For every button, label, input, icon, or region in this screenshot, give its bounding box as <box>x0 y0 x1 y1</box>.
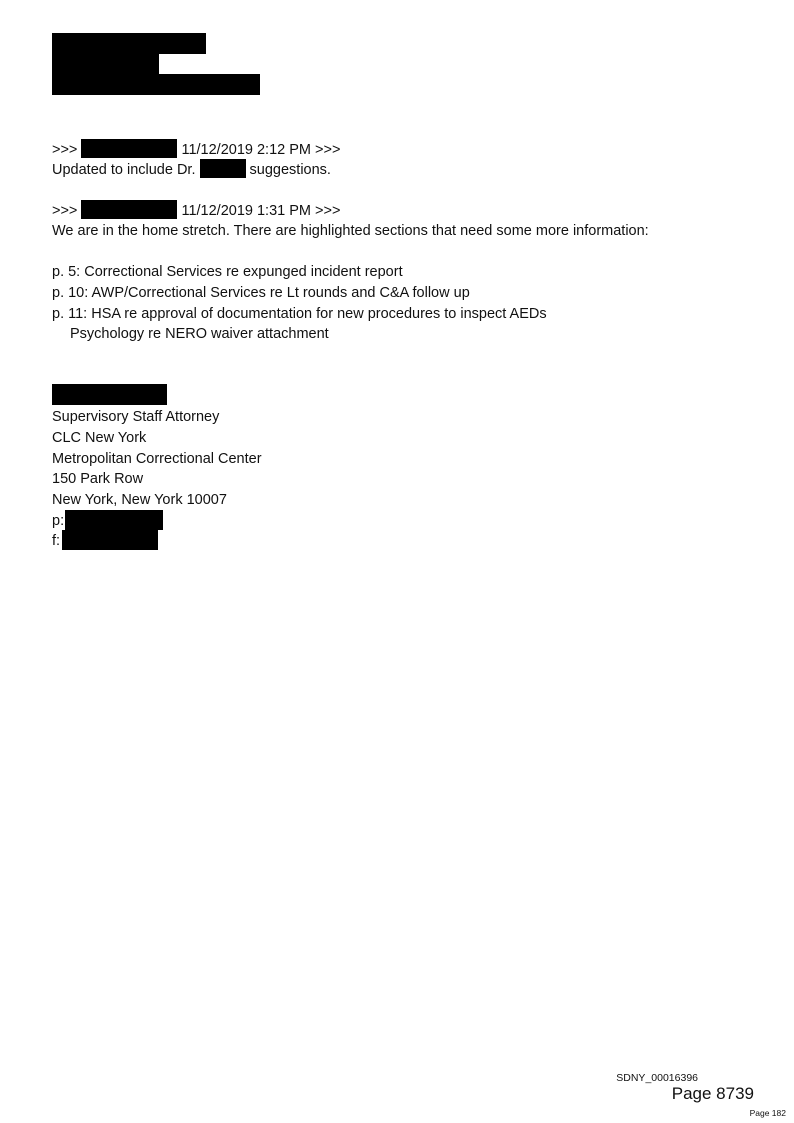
redacted-phone-number <box>65 510 163 530</box>
phone-label: p: <box>52 513 65 529</box>
message-1-header <box>52 139 340 160</box>
signature-title: Supervisory Staff Attorney <box>52 409 220 425</box>
list-item: p. 11: HSA re approval of documentation for new procedures to inspect AEDs <box>52 306 547 322</box>
list-item: p. 5: Correctional Services re expunged incident report <box>52 264 403 280</box>
redacted-message-1-author <box>81 139 177 158</box>
fax-label: f: <box>52 533 61 549</box>
message-2-timestamp: 11/12/2019 1:31 PM >>> <box>181 203 341 219</box>
message-1-body <box>52 159 331 180</box>
signature-facility: Metropolitan Correctional Center <box>52 451 262 467</box>
signature-org: CLC New York <box>52 430 147 446</box>
redacted-sender-email <box>52 74 260 95</box>
signature-city: New York, New York 10007 <box>52 492 227 508</box>
message-1-prefix: >>> <box>52 142 78 158</box>
list-item: Psychology re NERO waiver attachment <box>70 326 329 342</box>
signature-fax <box>52 531 60 551</box>
message-2-body: We are in the home stretch. There are highlighted sections that need some more information: <box>52 223 649 239</box>
small-page-number: Page 182 <box>749 1108 786 1118</box>
redacted-fax-number <box>62 530 158 550</box>
message-1-body-before: Updated to include Dr. <box>52 162 196 178</box>
message-1-timestamp: 11/12/2019 2:12 PM >>> <box>181 142 341 158</box>
page-number: Page 8739 <box>671 1084 754 1103</box>
message-1-body-after: suggestions. <box>249 162 331 178</box>
redacted-message-2-author <box>81 200 177 219</box>
redacted-signature-name <box>52 384 167 405</box>
bates-number: SDNY_00016396 <box>616 1072 698 1084</box>
redacted-sender-title <box>52 54 159 74</box>
redacted-doctor-name <box>200 159 246 178</box>
signature-street: 150 Park Row <box>52 471 144 487</box>
signature-phone <box>52 511 64 531</box>
message-2-prefix: >>> <box>52 203 78 219</box>
message-2-header <box>52 200 340 221</box>
redacted-sender-name <box>52 33 206 54</box>
list-item: p. 10: AWP/Correctional Services re Lt rounds and C&A follow up <box>52 285 470 301</box>
